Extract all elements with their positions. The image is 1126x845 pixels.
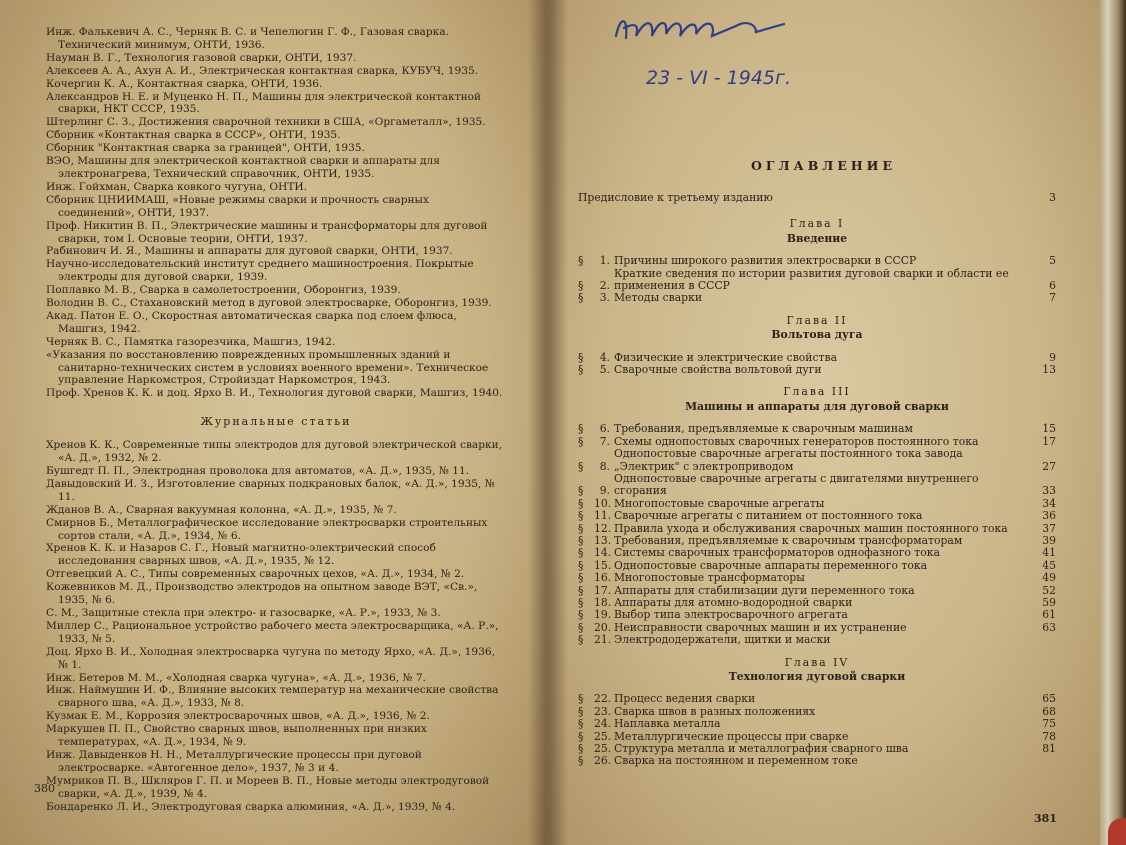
- toc-item-number: 23.: [594, 704, 612, 718]
- toc-item-text: Многопостовые трансформаторы: [614, 571, 805, 585]
- journal-article-entry: Кузмак Е. М., Коррозия электросварочных швов, «А. Д.», 1936, № 2.: [46, 710, 430, 723]
- toc-item-number: 21.: [594, 633, 612, 647]
- toc-preface-text: Предисловие к третьему изданию: [578, 191, 773, 204]
- toc-item-number: 15.: [594, 558, 612, 572]
- journal-article-entry: Инж. Наймушин И. Ф., Влияние высоких температур на механические свойства сварного шва, «А. Д.», 1933, № 8.: [46, 684, 499, 710]
- section-sign: §: [578, 459, 584, 473]
- toc-item-text: Системы сварочных трансформаторов однофазного тока: [614, 546, 940, 560]
- journal-article-entry: Инж. Давыденков Н. Н., Металлургические процессы при дуговой электросварке. «Автогенное дело», 1937, № 3 и 4.: [46, 748, 422, 774]
- bibliography-entry: Сборник «Контактная сварка в СССР», ОНТИ, 1935.: [46, 129, 341, 142]
- toc-item-text: Металлургические процессы при сварке: [614, 729, 849, 743]
- toc-item-text: Наплавка металла: [614, 717, 721, 731]
- table-of-contents-title: ОГЛАВЛЕНИЕ: [750, 158, 897, 173]
- bibliography-entry: Штерлинг С. З., Достижения сварочной техники в США, «Оргаметалл», 1935.: [46, 116, 486, 129]
- journal-article-entry: Бушгедт П. П., Электродная проволока для автоматов, «А. Д.», 1935, № 11.: [46, 465, 470, 477]
- toc-item-number: 6.: [599, 422, 610, 436]
- journal-article-entry: Жданов В. А., Сварная вакуумная колонна, «А. Д.», 1935, № 7.: [46, 503, 397, 516]
- bibliography-entry: Акад. Патон Е. О., Скоростная автоматическая сварка под слоем флюса, Машгиз, 1942.: [46, 309, 457, 335]
- toc-item-page: 36: [1042, 509, 1056, 523]
- page-edge: [1100, 0, 1126, 845]
- toc-item-page: 37: [1042, 521, 1056, 535]
- bibliography-entry: ВЭО, Машины для электрической контактной сварки и аппараты для электронагрева, Технический справочник, ОНТИ, 1935.: [46, 155, 440, 180]
- journal-article-entry: Миллер С., Рациональное устройство рабочего места электросварщика, «А. Р.», 1933, № 5.: [46, 619, 499, 645]
- toc-item-page: 6: [1049, 279, 1056, 293]
- toc-item-number: 2.: [599, 279, 610, 293]
- journal-article-entry: Инж. Бетеров М. М., «Холодная сварка чугуна», «А. Д.», 1936, № 7.: [46, 671, 426, 684]
- toc-item-page: 27: [1042, 459, 1056, 473]
- left-page: [0, 0, 548, 845]
- section-sign: §: [578, 729, 584, 743]
- toc-item-page: 39: [1042, 533, 1056, 547]
- toc-row: [578, 364, 1056, 376]
- toc-item-text: Причины широкого развития электросварки в СССР: [614, 254, 917, 268]
- section-sign: §: [578, 633, 584, 647]
- toc-row: [578, 572, 1056, 584]
- bibliography-entry: Инж. Гойхман, Сварка ковкого чугуна, ОНТИ.: [46, 180, 308, 193]
- toc-row: [578, 292, 1056, 304]
- toc-row: [578, 510, 1056, 522]
- toc-row: [578, 693, 1056, 705]
- bibliography-entry: Сборник ЦНИИМАШ, «Новые режимы сварки и прочность сварных соединений», ОНТИ, 1937.: [46, 193, 429, 219]
- section-sign: §: [578, 533, 584, 547]
- toc-item-number: 14.: [594, 546, 612, 560]
- right-page: [546, 0, 1101, 845]
- section-sign: §: [578, 692, 584, 706]
- toc-item-number: 4.: [599, 350, 610, 364]
- toc-row: [578, 448, 1056, 473]
- chapter-title: Введение: [786, 231, 848, 245]
- toc-item-number: 26.: [594, 754, 612, 768]
- section-sign: §: [578, 620, 584, 634]
- toc-item-number: 19.: [594, 608, 612, 622]
- bibliography-list: [46, 26, 506, 400]
- section-sign: §: [578, 583, 584, 597]
- chapter-title: Машины и аппараты для дуговой сварки: [685, 399, 949, 413]
- toc-item-number: 17.: [594, 583, 612, 597]
- left-page-number: 380: [34, 782, 55, 795]
- bibliography-entry: Кочергин К. А., Контактная сварка, ОНТИ, 1936.: [46, 77, 323, 90]
- toc-row: [578, 609, 1056, 621]
- section-sign: §: [578, 595, 584, 609]
- toc-item-number: 16.: [594, 571, 612, 585]
- toc-item-number: 12.: [594, 521, 612, 535]
- toc-item-number: 25.: [594, 742, 612, 756]
- toc-item-text: Краткие сведения по истории развития дуговой сварки и области ее применения в СССР: [614, 266, 1009, 293]
- journal-article-entry: Давыдовский И. З., Изготовление сварных подкрановых балок, «А. Д.», 1935, № 11.: [46, 477, 495, 503]
- section-sign: §: [578, 754, 584, 768]
- toc-row: [578, 268, 1056, 293]
- chapter-title: Технология дуговой сварки: [728, 670, 906, 683]
- toc-item-text: Однопостовые сварочные агрегаты с двигателями внутреннего сгорания: [614, 471, 979, 498]
- section-sign: §: [578, 350, 584, 364]
- toc-item-number: 10.: [594, 496, 612, 510]
- toc-item-number: 11.: [594, 509, 612, 523]
- toc-item-text: Сварка швов в разных положениях: [614, 704, 816, 718]
- section-sign: §: [578, 279, 584, 293]
- signature-date: 23 - VI - 1945г.: [646, 67, 792, 89]
- journal-article-entry: Доц. Ярхо В. И., Холодная электросварка чугуна по методу Ярхо, «А. Д.», 1936, № 1.: [46, 645, 495, 671]
- chapter-number: Глава III: [783, 385, 851, 399]
- toc-item-page: 65: [1042, 692, 1056, 706]
- toc-item-page: 5: [1049, 254, 1056, 268]
- journal-article-entry: Бондаренко Л. И., Электродуговая сварка алюминия, «А. Д.», 1939, № 4.: [46, 800, 456, 813]
- toc-item-text: Сварка на постоянном и переменном токе: [614, 754, 858, 768]
- right-page-number: 381: [1034, 812, 1057, 825]
- journal-article-entry: С. М., Защитные стекла при электро- и газосварке, «А. Р.», 1933, № 3.: [46, 606, 441, 619]
- toc-item-page: 7: [1049, 291, 1056, 305]
- toc-item-page: 49: [1042, 571, 1056, 585]
- toc-item-text: Требования, предъявляемые к сварочным трансформаторам: [614, 533, 963, 547]
- toc-item-number: 20.: [594, 620, 612, 634]
- bibliography-entry: Алексеев А. А., Ахун А. И., Электрическая контактная сварка, КУБУЧ, 1935.: [46, 64, 479, 77]
- bibliography-entry: Науман В. Г., Технология газовой сварки, ОНТИ, 1937.: [46, 51, 357, 64]
- section-sign: §: [578, 521, 584, 535]
- toc-item-page: 15: [1042, 422, 1056, 436]
- section-sign: §: [578, 509, 584, 523]
- toc-item-number: 22.: [594, 692, 612, 706]
- bibliography-entry: Александров Н. Е. и Муценко Н. П., Машины для электрической контактной сварки, НКТ СССР, 1935.: [46, 90, 482, 116]
- section-sign: §: [578, 558, 584, 572]
- bibliography-entry: Научно-исследовательский институт среднего машиностроения. Покрытые электроды для дуговой сварки, 1939.: [46, 258, 474, 284]
- toc-preface-row: [578, 192, 1056, 204]
- section-sign: §: [578, 363, 584, 377]
- bibliography-entry: Рабинович И. Я., Машины и аппараты для дуговой сварки, ОНТИ, 1937.: [46, 245, 453, 258]
- toc-item-text: Физические и электрические свойства: [614, 350, 838, 364]
- toc-item-page: 81: [1042, 742, 1056, 756]
- toc-item-page: 78: [1042, 729, 1056, 743]
- toc-item-text: Сварочные агрегаты с питанием от постоянного тока: [614, 509, 923, 523]
- journal-article-entry: Маркушев П. П., Свойство сварных швов, выполненных при низких температурах, «А. Д.», 1934, № 9.: [46, 723, 427, 749]
- section-sign: §: [578, 254, 584, 268]
- toc-item-text: Однопостовые сварочные агрегаты постоянного тока завода „Электрик" с электроприводом: [614, 447, 963, 473]
- section-sign: §: [578, 422, 584, 436]
- section-sign: §: [578, 571, 584, 585]
- bibliography-column: [46, 26, 506, 813]
- book-gutter: [528, 0, 568, 845]
- journal-article-entry: Отгевецкий А. С., Типы современных сварочных цехов, «А. Д.», 1934, № 2.: [46, 568, 465, 581]
- bibliography-entry: Инж. Фалькевич А. С., Черняк В. С. и Чепелюгин Г. Ф., Газовая сварка. Технический минимум, ОНТИ, 1936.: [46, 26, 449, 51]
- toc-item-page: 75: [1042, 717, 1056, 731]
- section-sign: §: [578, 434, 584, 448]
- toc-item-number: 24.: [594, 717, 612, 731]
- toc-chapters: [578, 218, 1056, 767]
- toc-item-text: Аппараты для атомно-водородной сварки: [614, 595, 853, 609]
- toc-item-page: 45: [1042, 558, 1056, 572]
- toc-item-page: 52: [1042, 583, 1056, 597]
- toc-row: [578, 718, 1056, 730]
- bibliography-entry: Проф. Хренов К. К. и доц. Ярхо В. И., Технология дуговой сварки, Машгиз, 1940.: [46, 387, 503, 400]
- toc-row: [578, 634, 1056, 646]
- toc-preface-page: 3: [1049, 191, 1056, 204]
- journal-article-entry: Смирнов Б., Металлографическое исследование электросварки строительных сортов стали, «А. Д.», 1934, № 6.: [46, 516, 488, 542]
- section-sign: §: [578, 608, 584, 622]
- toc-item-number: 7.: [599, 434, 610, 448]
- toc-item-number: 5.: [599, 363, 610, 377]
- toc-item-text: Структура металла и металлография сварного шва: [614, 742, 909, 756]
- toc-item-text: Правила ухода и обслуживания сварочных машин постоянного тока: [614, 521, 1008, 535]
- toc-item-page: 34: [1042, 496, 1056, 510]
- toc-item-text: Схемы однопостовых сварочных генераторов постоянного тока: [614, 434, 979, 448]
- toc-item-text: Методы сварки: [614, 291, 703, 305]
- bibliography-entry: Сборник "Контактная сварка за границей", ОНТИ, 1935.: [46, 142, 365, 155]
- toc-item-text: Аппараты для стабилизации дуги переменного тока: [614, 583, 915, 597]
- toc-item-number: 8.: [599, 459, 610, 473]
- toc-item-page: 33: [1042, 484, 1056, 498]
- red-object-corner: [1108, 818, 1126, 845]
- journal-article-entry: Хренов К. К., Современные типы электродов для дуговой электрической сварки, «А. Д.», 1932, № 2.: [46, 439, 503, 465]
- toc-item-text: Процесс ведения сварки: [614, 692, 756, 706]
- toc-item-number: 13.: [594, 533, 612, 547]
- section-sign: §: [578, 496, 584, 510]
- bibliography-entry: «Указания по восстановлению поврежденных промышленных зданий и санитарно-технических систем в условиях военного времени». Техническое управление Наркомстроя, Стройиздат Наркомстроя, 1943.: [46, 348, 489, 387]
- journal-articles-list: [46, 439, 506, 813]
- toc-item-page: 68: [1042, 704, 1056, 718]
- bibliography-entry: Черняк В. С., Памятка газорезчика, Машгиз, 1942.: [46, 335, 336, 348]
- chapter-number: Глава II: [786, 313, 848, 327]
- toc-row: [578, 423, 1056, 435]
- toc-row: [578, 755, 1056, 767]
- section-sign: §: [578, 484, 584, 498]
- bibliography-entry: Володин В. С., Стахановский метод в дуговой электросварке, Оборонгиз, 1939.: [46, 297, 492, 310]
- toc-item-page: 13: [1042, 363, 1056, 377]
- toc-row: [578, 473, 1056, 498]
- bibliography-entry: Поплавко М. В., Сварка в самолетостроении, Оборонгиз, 1939.: [46, 284, 401, 297]
- chapter-number: Глава I: [789, 217, 845, 231]
- toc-item-page: 17: [1042, 434, 1056, 448]
- section-sign: §: [578, 704, 584, 718]
- section-sign: §: [578, 717, 584, 731]
- handwritten-signature: [606, 6, 836, 96]
- toc-item-text: Требования, предъявляемые к сварочным машинам: [614, 422, 913, 436]
- chapter-number: Глава IV: [784, 655, 850, 669]
- toc-item-text: Неисправности сварочных машин и их устранение: [614, 620, 907, 634]
- toc-row: [578, 547, 1056, 559]
- toc-item-page: 61: [1042, 608, 1056, 622]
- section-sign: §: [578, 546, 584, 560]
- toc-item-page: 41: [1042, 546, 1056, 560]
- toc-item-number: 1.: [599, 254, 610, 268]
- journal-article-entry: Кожевников М. Д., Производство электродов на опытном заводе ВЭТ, «Св.», 1935, № 6.: [46, 581, 478, 607]
- section-sign: §: [578, 742, 584, 756]
- toc-item-page: 59: [1042, 595, 1056, 609]
- toc-item-number: 3.: [599, 291, 610, 305]
- journal-article-entry: Мумриков П. В., Шкляров Г. П. и Мореев В. П., Новые методы электродуговой сварки, «А. Д.», 1939, № 4.: [46, 774, 490, 800]
- toc-item-page: 63: [1042, 620, 1056, 634]
- table-of-contents: [578, 192, 1056, 768]
- journal-articles-heading: Журнальные статьи: [200, 415, 352, 429]
- toc-item-number: 18.: [594, 595, 612, 609]
- toc-item-number: 25.: [594, 729, 612, 743]
- toc-item-text: Выбор типа электросварочного агрегата: [614, 608, 848, 622]
- toc-item-number: 9.: [599, 484, 610, 498]
- toc-item-text: Сварочные свойства вольтовой дуги: [614, 363, 822, 377]
- toc-item-text: Многопостовые сварочные агрегаты: [614, 496, 825, 510]
- toc-item-text: Электрододержатели, щитки и маски: [614, 633, 831, 647]
- section-sign: §: [578, 291, 584, 305]
- chapter-title: Вольтова дуга: [771, 328, 863, 342]
- toc-item-text: Однопостовые сварочные аппараты переменного тока: [614, 558, 928, 572]
- toc-item-page: 9: [1049, 350, 1056, 364]
- toc-row: [578, 255, 1056, 267]
- journal-article-entry: Хренов К. К. и Назаров С. Г., Новый магнитно-электрический способ исследования сварных швов, «А. Д.», 1935, № 12.: [46, 542, 436, 568]
- bibliography-entry: Проф. Никитин В. П., Электрические машины и трансформаторы для дуговой сварки, том I. Основые теории, ОНТИ, 1937.: [46, 219, 488, 245]
